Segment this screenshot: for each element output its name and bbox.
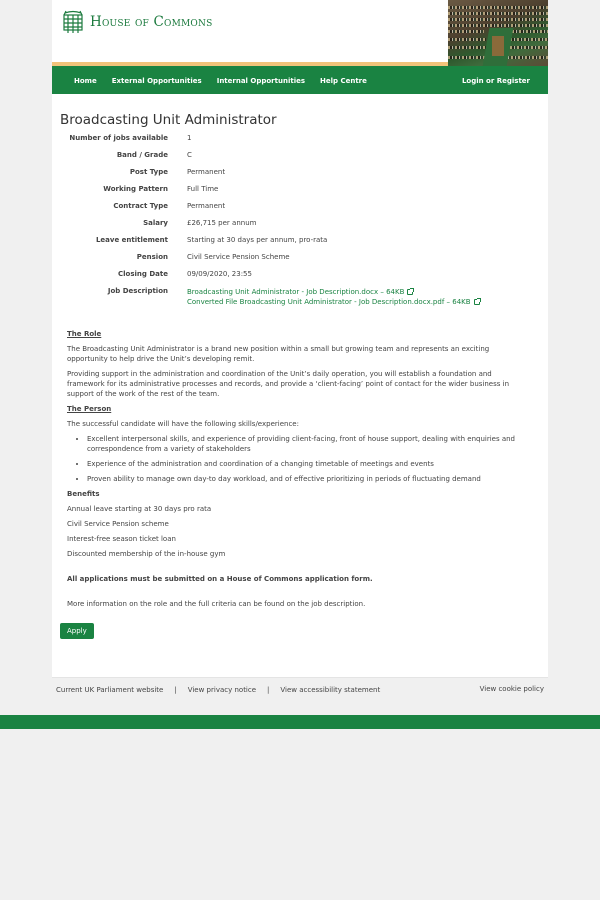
person-heading: The Person [67, 405, 112, 413]
detail-label: Working Pattern [103, 185, 168, 193]
benefits-heading: Benefits [67, 490, 100, 498]
detail-label: Leave entitlement [95, 236, 168, 244]
skills-list [87, 434, 522, 484]
site-footer [52, 678, 548, 710]
nav-home[interactable]: Home [74, 76, 97, 85]
benefit-item: Interest-free season ticket loan [67, 535, 176, 543]
footer-link-accessibility[interactable]: View accessibility statement [280, 686, 381, 694]
footer-separator: | [174, 686, 177, 694]
portcullis-icon [62, 9, 84, 35]
footer-separator: | [267, 686, 270, 694]
detail-row [60, 151, 548, 168]
detail-row [60, 253, 548, 270]
nav-help-centre[interactable]: Help Centre [320, 76, 367, 85]
role-heading: The Role [67, 330, 102, 338]
detail-row [60, 236, 548, 253]
attachment-link-docx[interactable] [187, 287, 480, 297]
attachment-list [187, 287, 480, 307]
role-paragraph: Providing support in the administration and coordination of the Unit’s daily operation, you will establish a foundation and framework for its administrative processes and records, and provide a ‘client-facing’ point of contact for the wider business in support of the work of the rest of the team. [67, 370, 510, 398]
page-title: Broadcasting Unit Administrator [60, 112, 277, 128]
benefit-item: Discounted membership of the in-house gym [67, 550, 226, 558]
benefit-item: Civil Service Pension scheme [67, 520, 169, 528]
detail-row [60, 134, 548, 151]
main-nav [52, 66, 548, 94]
detail-value: Full Time [187, 185, 219, 193]
commons-chamber-photo [448, 0, 548, 66]
detail-value: C [187, 151, 192, 159]
detail-row [60, 185, 548, 202]
person-intro: The successful candidate will have the following skills/experience: [67, 420, 299, 428]
apply-button[interactable]: Apply [60, 623, 94, 639]
cookie-policy-link[interactable]: View cookie policy [479, 685, 544, 693]
detail-label: Contract Type [113, 202, 168, 210]
list-item: • Experience of the administration and coordination of a changing timetable of meetings and events [87, 459, 522, 469]
detail-value: Permanent [187, 202, 226, 210]
page-wrapper [52, 0, 548, 710]
detail-value: Starting at 30 days per annum, pro-rata [187, 236, 328, 244]
nav-external-opportunities[interactable]: External Opportunities [111, 76, 202, 85]
attachment-link-pdf[interactable] [187, 297, 480, 307]
list-item: • Proven ability to manage own day-to day workload, and of effective prioritizing in periods of fluctuating demand [87, 474, 522, 484]
detail-value: 09/09/2020, 23:55 [187, 270, 252, 278]
detail-row [60, 202, 548, 219]
main-content [52, 94, 548, 678]
detail-label: Closing Date [118, 270, 168, 278]
detail-row [60, 287, 548, 307]
benefit-item: Annual leave starting at 30 days pro rata [67, 505, 212, 513]
footer-link-parliament[interactable]: Current UK Parliament website [56, 686, 164, 694]
site-header [52, 0, 548, 66]
detail-row [60, 219, 548, 236]
detail-value: Civil Service Pension Scheme [187, 253, 290, 261]
detail-label: Post Type [129, 168, 168, 176]
login-register-link[interactable]: Login or Register [461, 77, 530, 85]
list-item: • Excellent interpersonal skills, and experience of providing client-facing, front of house support, dealing with enquiries and correspondence from a variety of stakeholders [87, 434, 522, 454]
job-description-body [60, 307, 548, 609]
logo-text: House of Commons [90, 14, 213, 30]
detail-value: £26,715 per annum [187, 219, 257, 227]
job-details [60, 134, 548, 307]
footer-link-privacy[interactable]: View privacy notice [187, 686, 257, 694]
attachment-label: Broadcasting Unit Administrator - Job Description.docx – 64KB [187, 288, 405, 296]
detail-label: Pension [136, 253, 168, 261]
detail-row [60, 168, 548, 185]
more-info-text: More information on the role and the full criteria can be found on the job description. [67, 600, 366, 608]
external-link-icon [407, 289, 413, 295]
apply-note: All applications must be submitted on a House of Commons application form. [67, 575, 373, 583]
detail-row [60, 270, 548, 287]
site-logo[interactable] [62, 9, 212, 35]
detail-label: Salary [143, 219, 168, 227]
detail-label: Job Description [107, 287, 168, 295]
footer-links [56, 686, 380, 694]
attachment-label: Converted File Broadcasting Unit Administrator - Job Description.docx.pdf – 64KB [187, 298, 471, 306]
detail-value: Permanent [187, 168, 226, 176]
detail-value: 1 [187, 134, 192, 142]
footer-green-bar [0, 715, 600, 729]
nav-internal-opportunities[interactable]: Internal Opportunities [216, 76, 306, 85]
detail-label: Band / Grade [116, 151, 168, 159]
detail-label: Number of jobs available [69, 134, 168, 142]
external-link-icon [474, 299, 480, 305]
role-paragraph: The Broadcasting Unit Administrator is a brand new position within a small but growing team and represents an exciting opportunity to help drive the Unit’s developing remit. [67, 345, 490, 363]
